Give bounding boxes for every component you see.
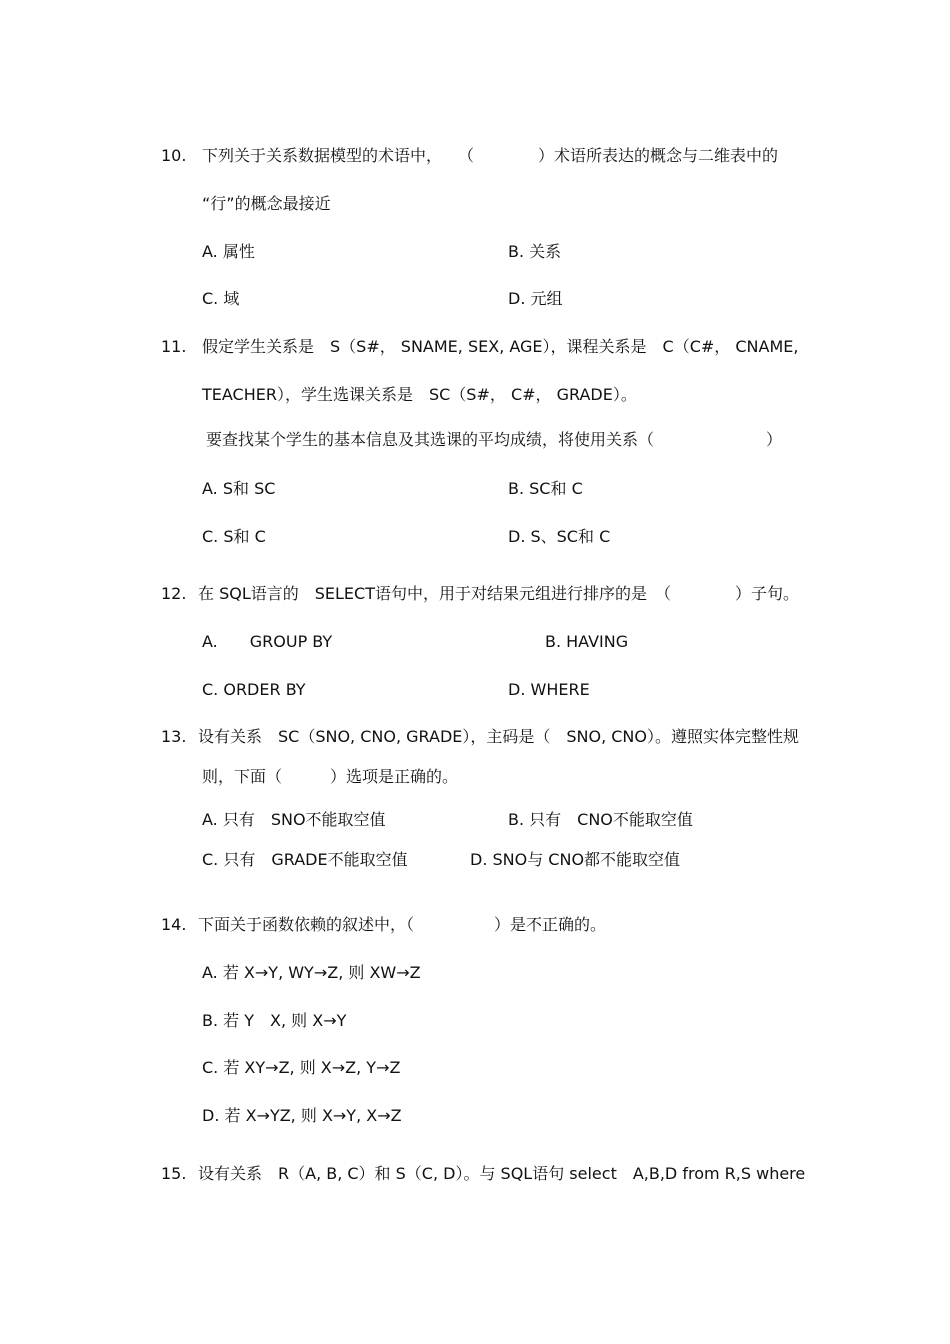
- question-12-option-b: B. HAVING: [545, 632, 629, 651]
- question-14-option-a: A. 若 X→Y, WY→Z, 则 XW→Z: [202, 963, 421, 982]
- question-14-stem-line-1: 下面关于函数依赖的叙述中，（ ）是不正确的。: [198, 915, 607, 934]
- question-11-stem-line-1: 假定学生关系是 S（S#， SNAME, SEX, AGE），课程关系是 C（C#， CNAME,: [202, 337, 799, 356]
- question-14-option-d: D. 若 X→YZ, 则 X→Y, X→Z: [202, 1106, 402, 1125]
- question-10-option-b: B. 关系: [508, 242, 562, 261]
- question-14-option-b: B. 若 Y X, 则 X→Y: [202, 1011, 347, 1030]
- question-12-number: 12.: [161, 584, 187, 603]
- question-10-number: 10.: [161, 146, 187, 165]
- question-11-option-c: C. S和 C: [202, 527, 266, 546]
- question-12-option-a: A. GROUP BY: [202, 632, 333, 651]
- question-13-option-d: D. SNO与 CNO都不能取空值: [470, 850, 681, 869]
- question-13-option-a: A. 只有 SNO不能取空值: [202, 810, 386, 829]
- question-13-stem-line-1: 设有关系 SC（SNO, CNO, GRADE），主码是（ SNO, CNO）。遵照实体完整性规: [198, 727, 799, 746]
- question-10-option-d: D. 元组: [508, 289, 563, 308]
- question-13-stem-line-2: 则，下面（ ）选项是正确的。: [202, 767, 459, 786]
- question-10-stem-line-2: “行”的概念最接近: [202, 194, 331, 213]
- question-11-stem-line-2: TEACHER），学生选课关系是 SC（S#， C#， GRADE）。: [202, 385, 637, 404]
- question-11-option-a: A. S和 SC: [202, 479, 276, 498]
- question-11-option-b: B. SC和 C: [508, 479, 583, 498]
- question-15-number: 15.: [161, 1164, 187, 1183]
- question-12-option-d: D. WHERE: [508, 680, 590, 699]
- question-13-number: 13.: [161, 727, 187, 746]
- question-11-stem-line-3: 要查找某个学生的基本信息及其选课的平均成绩，将使用关系（ ）: [206, 430, 783, 449]
- question-12-option-c: C. ORDER BY: [202, 680, 306, 699]
- question-11-number: 11.: [161, 337, 187, 356]
- question-10-stem-line-1: 下列关于关系数据模型的术语中， （ ）术语所表达的概念与二维表中的: [202, 146, 779, 165]
- question-12-stem-line-1: 在 SQL语言的 SELECT语句中，用于对结果元组进行排序的是 （ ）子句。: [198, 584, 799, 603]
- question-15-stem-line-1: 设有关系 R（A, B, C）和 S（C, D）。与 SQL语句 select A,B,D from R,S where: [198, 1164, 806, 1183]
- question-14-option-c: C. 若 XY→Z, 则 X→Z, Y→Z: [202, 1058, 401, 1077]
- question-10-option-a: A. 属性: [202, 242, 255, 261]
- question-11-option-d: D. S、SC和 C: [508, 527, 611, 546]
- question-13-option-b: B. 只有 CNO不能取空值: [508, 810, 693, 829]
- question-10-option-c: C. 域: [202, 289, 240, 308]
- question-14-number: 14.: [161, 915, 187, 934]
- question-13-option-c: C. 只有 GRADE不能取空值: [202, 850, 408, 869]
